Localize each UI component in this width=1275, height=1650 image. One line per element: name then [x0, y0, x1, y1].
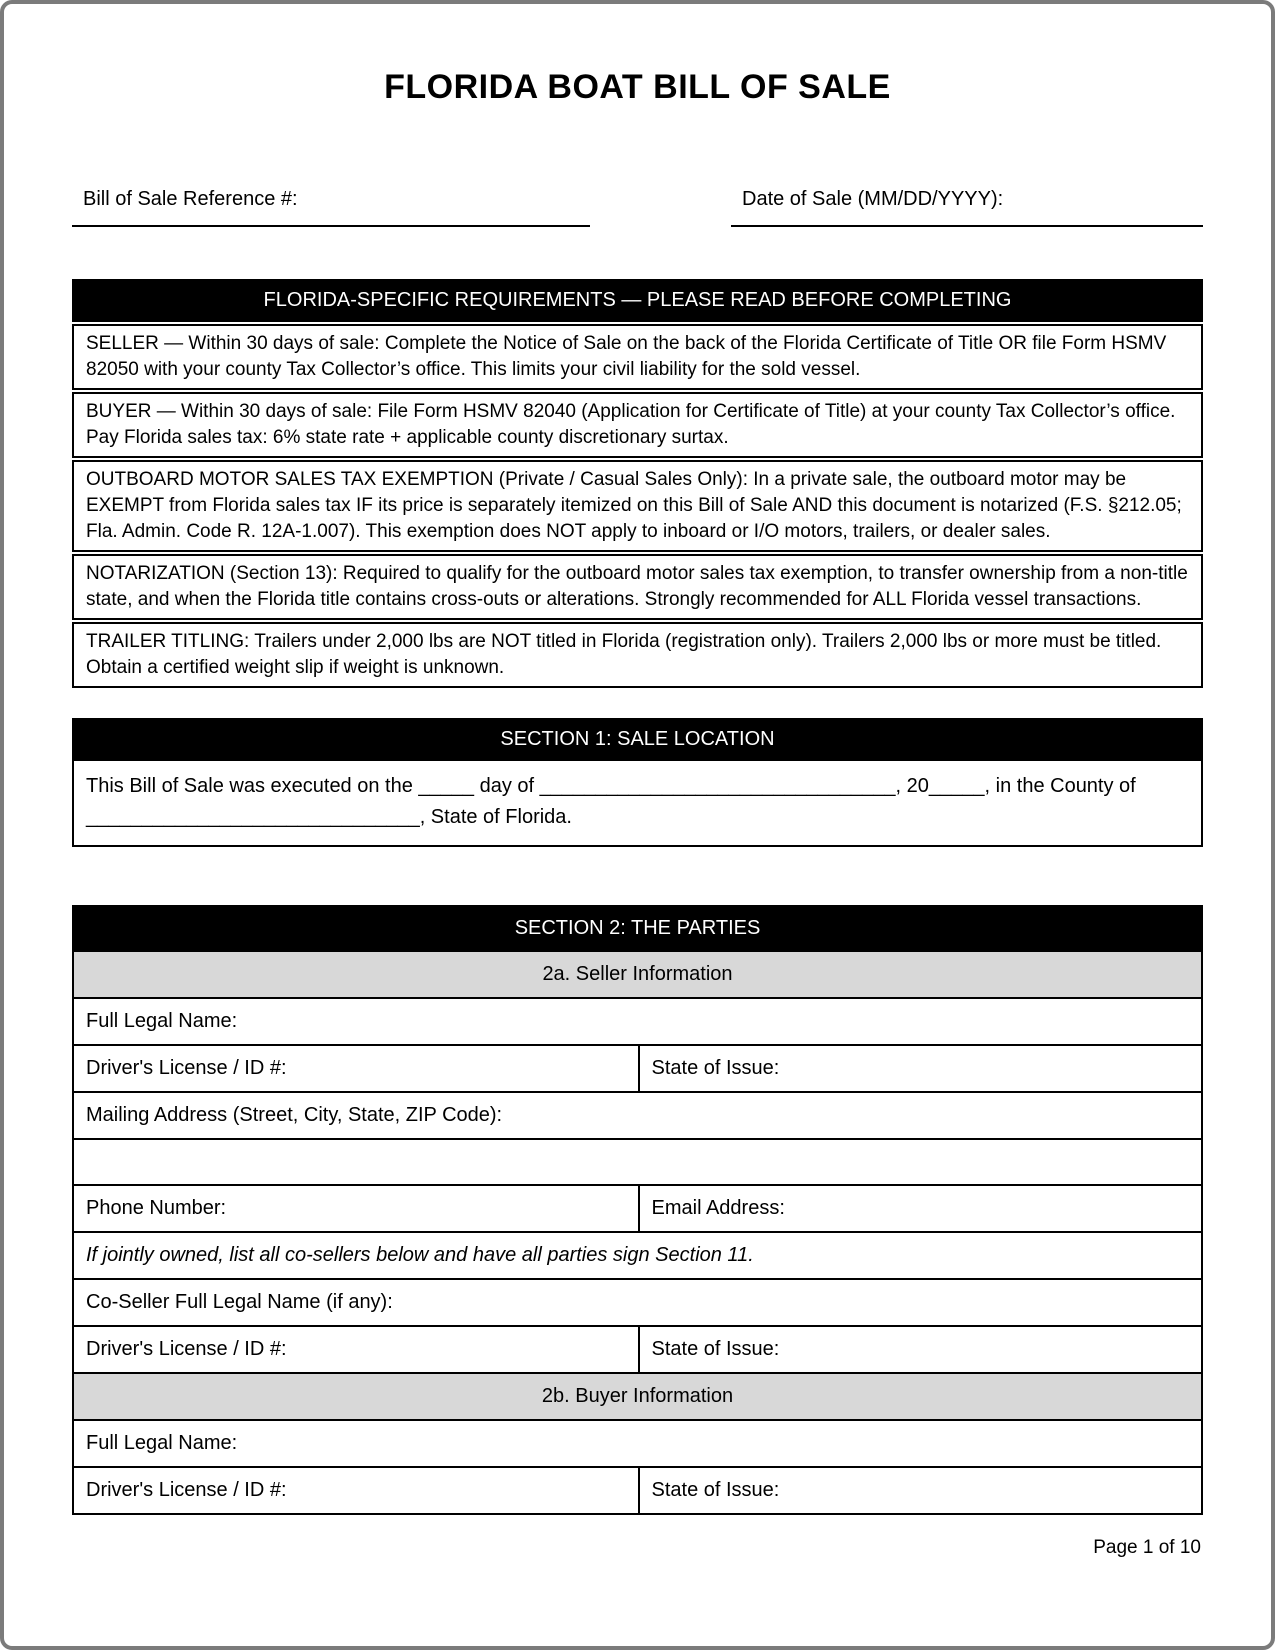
buyer-license-cell[interactable]	[74, 1468, 638, 1513]
requirement-trailer-titling: TRAILER TITLING: Trailers under 2,000 lbs are NOT titled in Florida (registration only). Trailers 2,000 lbs or more must be titled. Obtain a certified weight slip if weight is unknown.	[72, 622, 1203, 688]
reference-field	[72, 188, 590, 227]
seller-mailing-address-cell[interactable]	[74, 1091, 1201, 1138]
seller-mailing-address-line2-cell[interactable]	[74, 1138, 1201, 1184]
seller-license-label: Driver's License / ID #:	[86, 1057, 287, 1079]
requirement-outboard-exemption: OUTBOARD MOTOR SALES TAX EXEMPTION (Private / Casual Sales Only): In a private sale, the outboard motor may be EXEMPT from Florida sales tax IF its price is separately itemized on this Bill of Sale AND this document is notarized (F.S. §212.05; Fla. Admin. Code R. 12A-1.007). This exemption does NOT apply to inboard or I/O motors, trailers, or dealer sales.	[72, 460, 1203, 552]
section1-header: SECTION 1: SALE LOCATION	[72, 718, 1203, 761]
top-fields	[72, 188, 1203, 227]
requirement-notarization: NOTARIZATION (Section 13): Required to qualify for the outboard motor sales tax exemption, to transfer ownership from a non-title state, and when the Florida title contains cross-outs or alterations. Strongly recommended for ALL Florida vessel transactions.	[72, 554, 1203, 620]
section2-header: SECTION 2: THE PARTIES	[74, 907, 1201, 950]
co-seller-state-of-issue-label: State of Issue:	[651, 1338, 780, 1360]
buyer-full-name-label: Full Legal Name:	[86, 1432, 238, 1454]
co-seller-license-label: Driver's License / ID #:	[86, 1338, 287, 1360]
reference-label: Bill of Sale Reference #:	[83, 188, 298, 210]
date-label: Date of Sale (MM/DD/YYYY):	[742, 188, 1004, 210]
section-2-parties-table	[72, 905, 1203, 1515]
requirements-header: FLORIDA-SPECIFIC REQUIREMENTS — PLEASE READ BEFORE COMPLETING	[72, 279, 1203, 322]
requirement-buyer-notice: BUYER — Within 30 days of sale: File Form HSMV 82040 (Application for Certificate of Title) at your county Tax Collector’s office. Pay Florida sales tax: 6% state rate + applicable county discretionary surtax.	[72, 392, 1203, 458]
co-seller-full-name-label: Co-Seller Full Legal Name (if any):	[86, 1291, 393, 1313]
co-seller-state-of-issue-cell[interactable]	[638, 1327, 1202, 1372]
seller-full-name-cell[interactable]	[74, 997, 1201, 1044]
date-field	[731, 188, 1203, 227]
seller-info-subheader: 2a. Seller Information	[74, 950, 1201, 997]
requirements-section	[72, 279, 1203, 688]
seller-email-cell[interactable]	[638, 1186, 1202, 1231]
seller-email-label: Email Address:	[651, 1197, 785, 1219]
seller-phone-cell[interactable]	[74, 1186, 638, 1231]
seller-mailing-address-label: Mailing Address (Street, City, State, ZIP Code):	[86, 1104, 503, 1126]
page-content	[4, 68, 1271, 1559]
co-seller-license-cell[interactable]	[74, 1327, 638, 1372]
section1-body[interactable]: This Bill of Sale was executed on the _____ day of ________________________________, 20_____, in the County of ______________________________, State of Florida.	[72, 761, 1203, 847]
seller-contact-row	[74, 1184, 1201, 1231]
page-number: Page 1 of 10	[1093, 1537, 1201, 1558]
seller-id-row	[74, 1044, 1201, 1091]
seller-full-name-label: Full Legal Name:	[86, 1010, 238, 1032]
page-title: FLORIDA BOAT BILL OF SALE	[384, 68, 891, 106]
seller-state-of-issue-cell[interactable]	[638, 1046, 1202, 1091]
buyer-full-name-cell[interactable]	[74, 1419, 1201, 1466]
seller-state-of-issue-label: State of Issue:	[651, 1057, 780, 1079]
seller-license-cell[interactable]	[74, 1046, 638, 1091]
co-seller-full-name-cell[interactable]	[74, 1278, 1201, 1325]
buyer-state-of-issue-cell[interactable]	[638, 1468, 1202, 1513]
section-1-sale-location	[72, 718, 1203, 847]
buyer-info-subheader: 2b. Buyer Information	[74, 1372, 1201, 1419]
reference-input-line[interactable]	[72, 211, 590, 227]
date-input-line[interactable]	[731, 211, 1203, 227]
joint-ownership-note: If jointly owned, list all co-sellers below and have all parties sign Section 11.	[74, 1231, 1201, 1278]
buyer-license-label: Driver's License / ID #:	[86, 1479, 287, 1501]
requirement-seller-notice: SELLER — Within 30 days of sale: Complete the Notice of Sale on the back of the Florida Certificate of Title OR file Form HSMV 82050 with your county Tax Collector’s office. This limits your civil liability for the sold vessel.	[72, 324, 1203, 390]
co-seller-id-row	[74, 1325, 1201, 1372]
buyer-id-row	[74, 1466, 1201, 1513]
seller-phone-label: Phone Number:	[86, 1197, 227, 1219]
buyer-state-of-issue-label: State of Issue:	[651, 1479, 780, 1501]
